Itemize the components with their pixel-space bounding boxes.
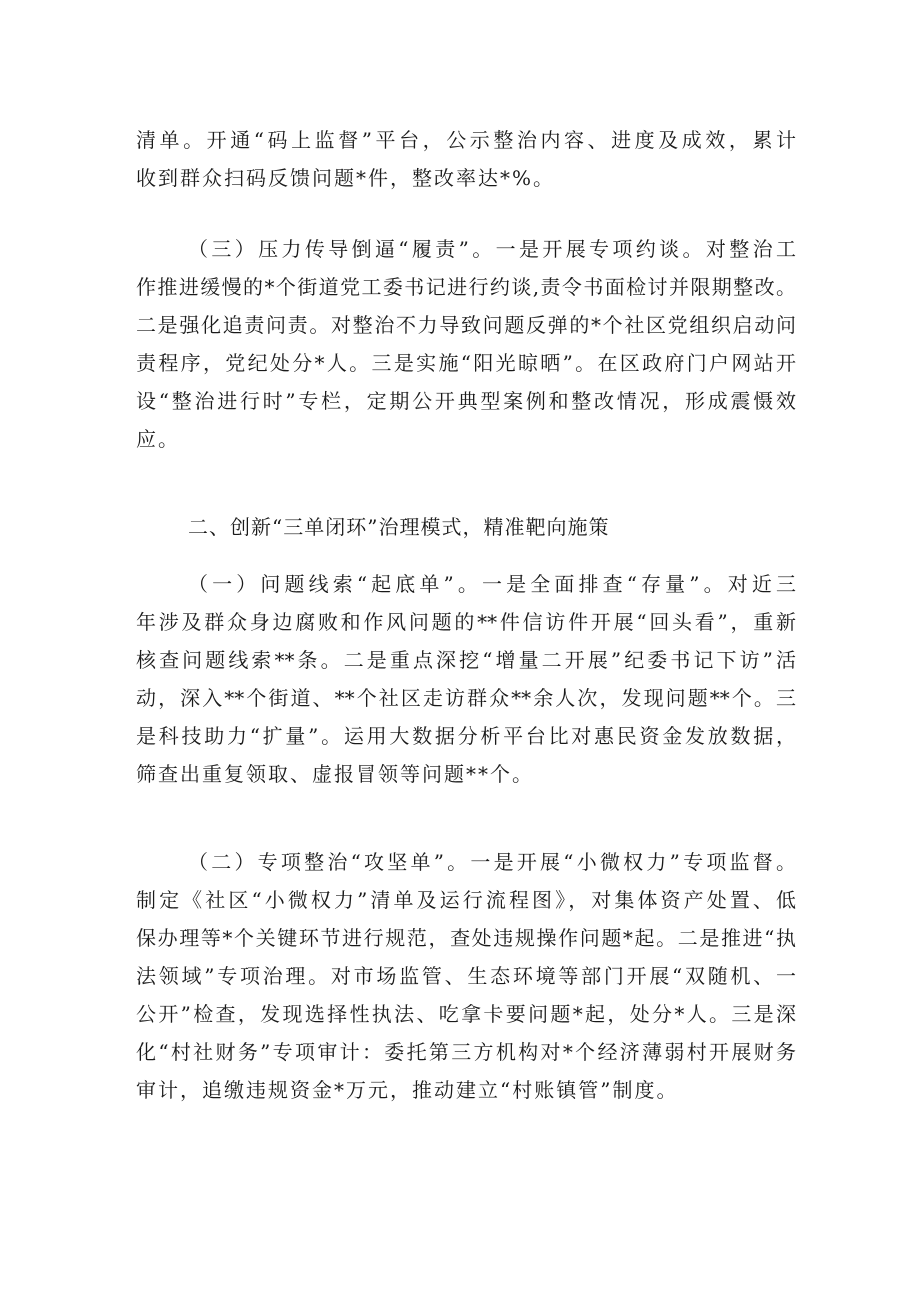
paragraph-pressure [136, 230, 796, 458]
paragraph-line: 化“村社财务”专项审计：委托第三方机构对*个经济薄弱村开展财务 [136, 1040, 796, 1064]
heading-line: 二、创新“三单闭环”治理模式，精准靶向施策 [188, 515, 610, 539]
paragraph-continuation [136, 121, 796, 197]
paragraph-line: （一）问题线索“起底单”。一是全面排查“存量”。对近三 [188, 572, 796, 596]
paragraph-line: 二是强化追责问责。对整治不力导致问题反弹的*个社区党组织启动问 [136, 313, 796, 337]
paragraph-line: （三）压力传导倒逼“履责”。一是开展专项约谈。对整治工 [188, 237, 796, 261]
paragraph-line: 筛查出重复领取、虚报冒领等问题**个。 [136, 762, 534, 786]
paragraph-line: 公开”检查，发现选择性执法、吃拿卡要问题*起，处分*人。三是深 [136, 1002, 796, 1026]
paragraph-line: 动，深入**个街道、**个社区走访群众**余人次，发现问题**个。三 [136, 686, 796, 710]
paragraph-line: 年涉及群众身边腐败和作风问题的**件信访件开展“回头看”，重新 [136, 610, 796, 634]
paragraph-line: 审计，追缴违规资金*万元，推动建立“村账镇管”制度。 [136, 1078, 679, 1102]
paragraph-line: 收到群众扫码反馈问题*件，整改率达*%。 [136, 166, 556, 190]
paragraph-line: （二）专项整治“攻坚单”。一是开展“小微权力”专项监督。 [188, 850, 796, 874]
paragraph-line: 保办理等*个关键环节进行规范，查处违规操作问题*起。二是推进“执 [136, 926, 796, 950]
paragraph-line: 是科技助力“扩量”。运用大数据分析平台比对惠民资金发放数据， [136, 724, 796, 748]
paragraph-line: 责程序，党纪处分*人。三是实施“阳光晾晒”。在区政府门户网站开 [136, 351, 796, 375]
paragraph-line: 制定《社区“小微权力”清单及运行流程图》，对集体资产处置、低 [136, 888, 796, 912]
paragraph-line: 作推进缓慢的*个街道党工委书记进行约谈,责令书面检讨并限期整改。 [136, 275, 796, 299]
paragraph-line: 核查问题线索**条。二是重点深挖“增量二开展”纪委书记下访”活 [136, 648, 796, 672]
paragraph-line: 法领域”专项治理。对市场监管、生态环境等部门开展“双随机、一 [136, 964, 796, 988]
paragraph-line: 设“整治进行时”专栏，定期公开典型案例和整改情况，形成震慑效 [136, 389, 796, 413]
paragraph-line: 应。 [136, 427, 180, 451]
paragraph-line: 清单。开通“码上监督”平台，公示整治内容、进度及成效，累计 [136, 128, 796, 152]
paragraph-special-rectification [136, 843, 796, 1109]
paragraph-clue-list [136, 565, 796, 793]
section-heading [136, 508, 796, 546]
